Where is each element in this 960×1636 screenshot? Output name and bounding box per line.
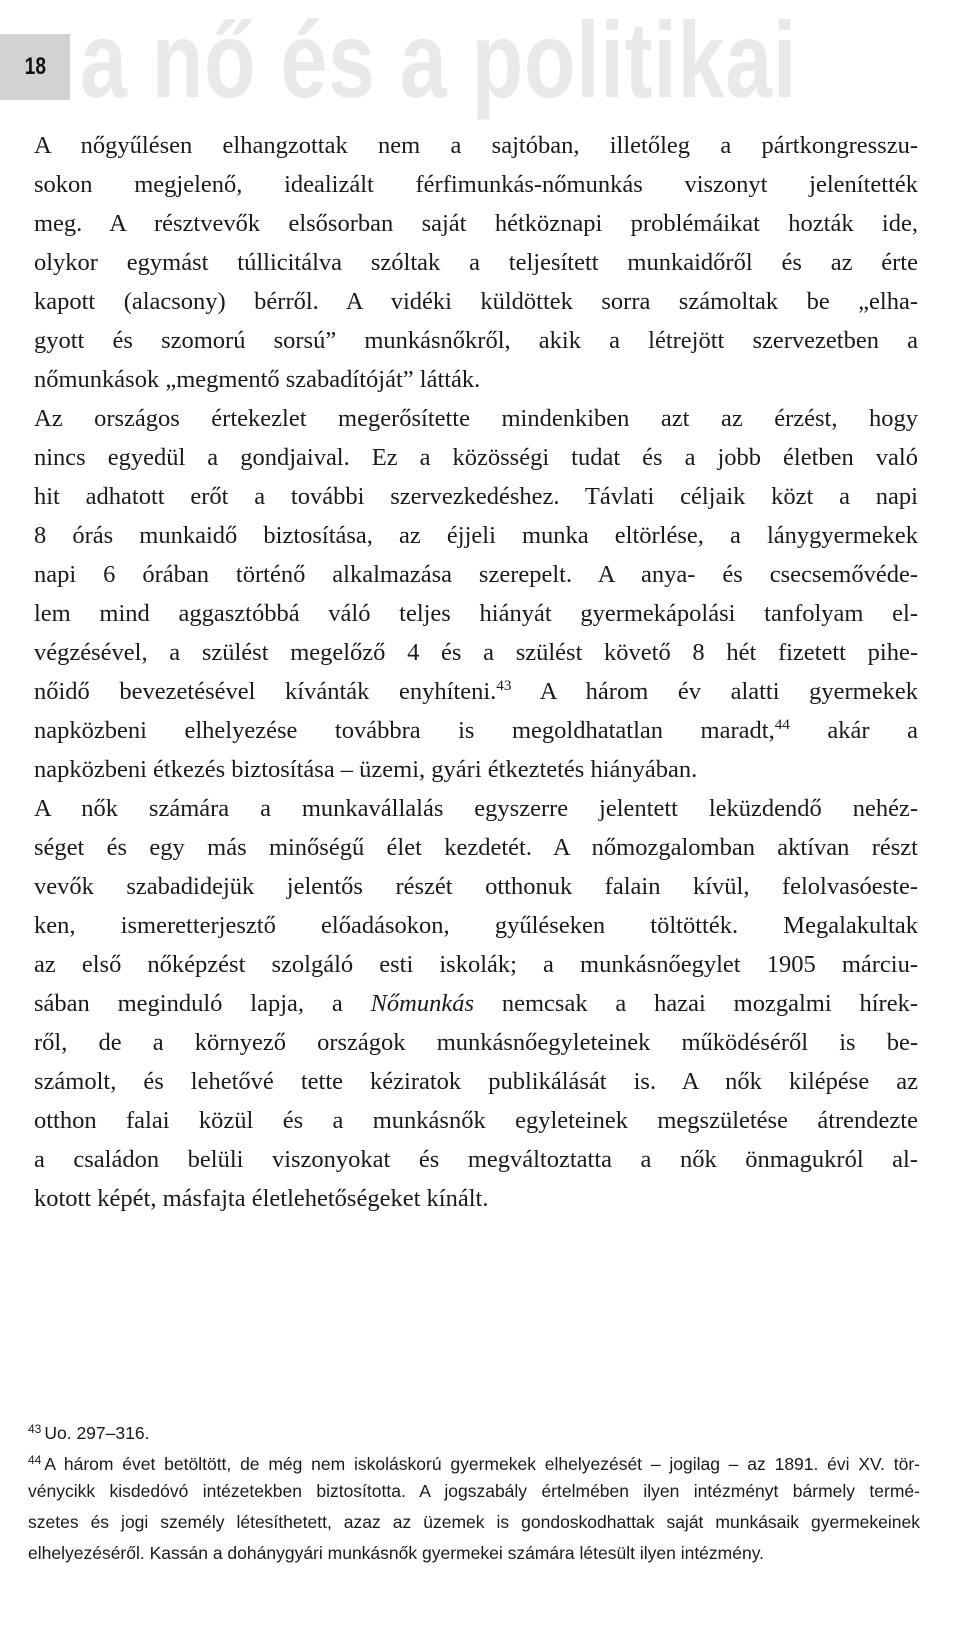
text-line: kapott (alacsony) bérről. A vidéki küldöttek sorra számoltak be „elha- (34, 288, 918, 315)
running-title: a nő és a politikai (80, 0, 798, 120)
text-line: az első nőképzést szolgáló esti iskolák; a munkásnőegylet 1905 márciu- (34, 951, 918, 978)
text-line: kotott képét, másfajta életlehetőségeket kínált. (34, 1185, 489, 1212)
footnote-line: elhelyezéséről. Kassán a dohánygyári munkásnők gyermekei számára létesült ilyen intézmény. (28, 1543, 765, 1563)
text-line (34, 672, 918, 711)
text-line: hit adhatott erőt a további szervezkedéshez. Távlati céljaik közt a napi (34, 483, 918, 510)
text-line: a családon belüli viszonyokat és megváltoztatta a nők önmagukról al- (34, 1146, 918, 1173)
text-line: lem mind aggasztóbbá váló teljes hiányát gyermekápolási tanfolyam el- (34, 600, 918, 627)
text-line: meg. A résztvevők elsősorban saját hétköznapi problémáikat hozták ide, (34, 210, 918, 237)
footnote-ref-43[interactable]: 43 (496, 676, 512, 694)
journal-title: Nőmunkás (370, 990, 475, 1017)
text-segment: nemcsak a hazai mozgalmi hírek- (474, 990, 918, 1017)
text-line: 8 órás munkaidő biztosítása, az éjjeli munka eltörlése, a lánygyermekek (34, 522, 918, 549)
text-segment: akár a (789, 717, 918, 744)
text-line: otthon falai közül és a munkásnők egyleteinek megszületése átrendezte (34, 1107, 918, 1134)
text-line: vevők szabadidejük jelentős részét otthonuk falain kívül, felolvasóeste- (34, 873, 918, 900)
footnote-number: 44 (28, 1453, 42, 1467)
text-line: napközbeni étkezés biztosítása – üzemi, gyári étkeztetés hiányában. (34, 756, 698, 783)
text-line: számolt, és lehetővé tette kéziratok publikálását is. A nők kilépése az (34, 1068, 918, 1095)
footnote-number: 43 (28, 1422, 42, 1436)
footnote-44 (28, 1445, 920, 1476)
text-line: ről, de a környező országok munkásnőegyleteinek működéséről is be- (34, 1029, 918, 1056)
text-line: sokon megjelenő, idealizált férfimunkás-nőmunkás viszonyt jelenítették (34, 171, 918, 198)
text-line: A nők számára a munkavállalás egyszerre jelentett leküzdendő nehéz- (34, 795, 918, 822)
footnote-43 (28, 1414, 920, 1445)
text-segment: nőidő bevezetésével kívánták enyhíteni. (34, 678, 497, 705)
text-line: séget és egy más minőségű élet kezdetét. A nőmozgalomban aktívan részt (34, 834, 918, 861)
page-number: 18 (24, 53, 46, 80)
footnote-text: A három évet betöltött, de még nem iskoláskorú gyermekek elhelyezését – jogilag – az 1891. évi XV. tör- (44, 1454, 920, 1474)
footnote-ref-44[interactable]: 44 (774, 715, 790, 733)
text-line: nincs egyedül a gondjaival. Ez a közösségi tudat és a jobb életben való (34, 444, 918, 471)
text-line: ken, ismeretterjesztő előadásokon, gyűléseken töltötték. Megalakultak (34, 912, 918, 939)
text-line: napi 6 órában történő alkalmazása szerepelt. A anya- és csecsemővéde- (34, 561, 918, 588)
text-segment: sában meginduló lapja, a (34, 990, 371, 1017)
text-line: végzésével, a szülést megelőző 4 és a szülést követő 8 hét fizetett pihe- (34, 639, 918, 666)
text-segment: A három év alatti gyermekek (511, 678, 918, 705)
text-line: A nőgyűlésen elhangzottak nem a sajtóban, illetőleg a pártkongresszu- (34, 132, 918, 159)
footnote-text: Uo. 297–316. (44, 1423, 150, 1443)
text-line: nőmunkások „megmentő szabadítóját” látták. (34, 366, 481, 393)
footnote-line: szetes és jogi személy létesíthetett, azaz az üzemek is gondoskodhattak saját munkásaik gyermekeinek (28, 1512, 920, 1532)
text-line: gyott és szomorú sorsú” munkásnőkről, akik a létrejött szervezetben a (34, 327, 918, 354)
footnote-line: vénycikk kisdedóvó intézetekben biztosította. A jogszabály értelmében ilyen intézményt bármely termé- (28, 1481, 920, 1501)
page-number-box (0, 34, 70, 100)
text-segment: napközbeni elhelyezése továbbra is megoldhatatlan maradt, (34, 717, 775, 744)
text-line (34, 984, 918, 1023)
text-line: olykor egymást túllicitálva szóltak a teljesített munkaidőről és az érte (34, 249, 918, 276)
text-line: Az országos értekezlet megerősítette mindenkiben azt az érzést, hogy (34, 405, 918, 432)
footnotes (28, 1414, 920, 1569)
body-text (34, 126, 918, 1218)
text-line (34, 711, 918, 750)
